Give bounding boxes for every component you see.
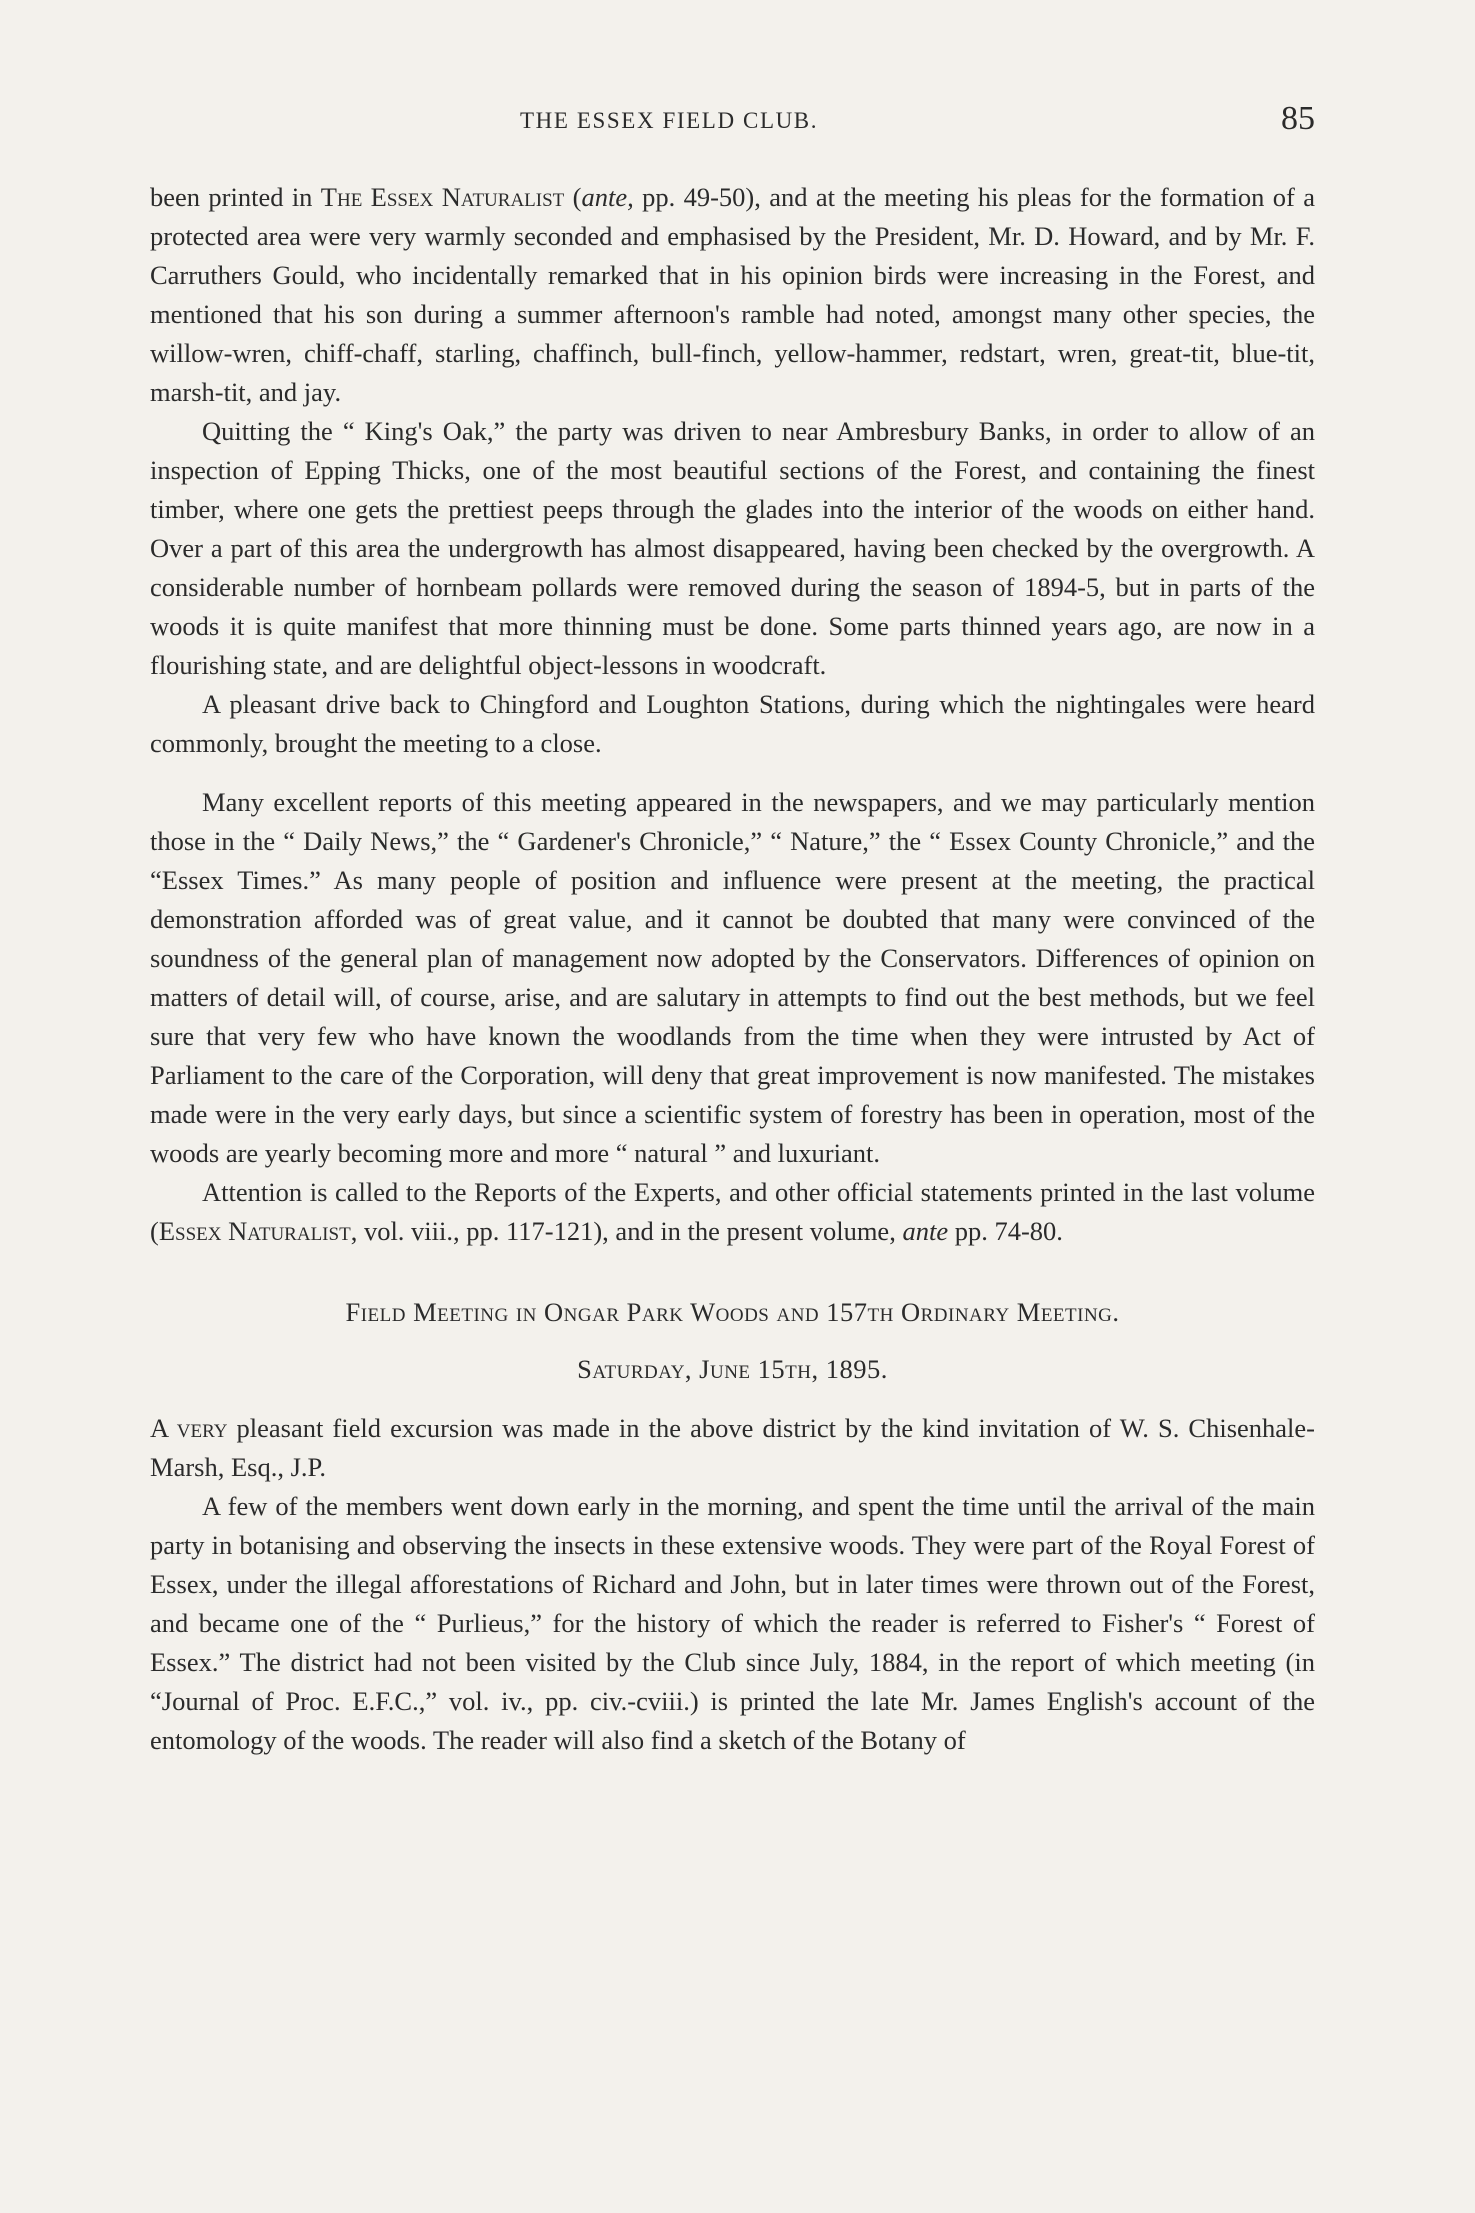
journal-name: Essex Naturalist bbox=[158, 1216, 351, 1246]
paragraph-1-text: pp. 49-50), and at the meeting his pleas for the formation of a protected area were very warmly seconded and emphasised by the President, Mr. D. Howard, and by Mr. F. Carruthers Gould, who incidentally remarked that in his opinion birds were increasing in the Forest, and mentioned that his son during a summer afternoon's ramble had noted, amongst many other species, the willow-wren, chiff-chaff, starling, chaffinch, bull-finch, yellow-hammer, redstart, wren, great-tit, blue-tit, marsh-tit, and jay. bbox=[150, 182, 1315, 407]
paragraph-4: Many excellent reports of this meeting appeared in the newspapers, and we may particularly mention those in the “ Daily News,” the “ Gardener's Chronicle,” “ Nature,” the “ Essex County Chronicle,” and the “Essex Times.” As many people of position and influence were present at the meeting, the practical demonstration afforded was of great value, and it cannot be doubted that many were convinced of the soundness of the general plan of management now adopted by the Conservators. Differences of opinion on matters of detail will, of course, arise, and are salutary in attempts to find out the best methods, but we feel sure that very few who have known the woodlands from the time when they were intrusted by Act of Parliament to the care of the Corporation, will deny that great improvement is now manifested. The mistakes made were in the very early days, but since a scientific system of forestry has been in operation, most of the woods are yearly becoming more and more “ natural ” and luxuriant. bbox=[150, 787, 1315, 1168]
ante-reference: ante, bbox=[581, 182, 634, 212]
paragraph-1-text: ( bbox=[564, 182, 582, 212]
body-text bbox=[150, 178, 1315, 1760]
paragraph-1-text: been printed in bbox=[150, 182, 321, 212]
journal-name: The Essex Naturalist bbox=[320, 182, 565, 212]
paragraph-5-text: , vol. viii., pp. 117-121), and in the present volume, bbox=[350, 1216, 903, 1246]
paragraph-6-lead: A very bbox=[150, 1413, 228, 1443]
paragraph-6 bbox=[150, 1409, 1315, 1487]
paragraph-3: A pleasant drive back to Chingford and Loughton Stations, during which the nightingales were heard commonly, brought the meeting to a close. bbox=[150, 689, 1315, 758]
paragraph-7: A few of the members went down early in the morning, and spent the time until the arrival of the main party in botanising and observing the insects in these extensive woods. They were part of the Royal Forest of Essex, under the illegal afforestations of Richard and John, but in later times were thrown out of the Forest, and became one of the “ Purlieus,” for the history of which the reader is referred to Fisher's “ Forest of Essex.” The district had not been visited by the Club since July, 1884, in the report of which meeting (in “Journal of Proc. E.F.C.,” vol. iv., pp. civ.-cviii.) is printed the late Mr. James English's account of the entomology of the woods. The reader will also find a sketch of the Botany of bbox=[150, 1491, 1315, 1755]
paragraph-1 bbox=[150, 178, 1315, 412]
running-head bbox=[150, 100, 1315, 150]
paragraph-2: Quitting the “ King's Oak,” the party was driven to near Ambresbury Banks, in order to allow of an inspection of Epping Thicks, one of the most beautiful sections of the Forest, and containing the finest timber, where one gets the prettiest peeps through the glades into the interior of the woods on either hand. Over a part of this area the undergrowth has almost disappeared, having been checked by the overgrowth. A considerable number of hornbeam pollards were removed during the season of 1894-5, but in parts of the woods it is quite manifest that more thinning must be done. Some parts thinned years ago, are now in a flourishing state, and are delightful object-lessons in woodcraft. bbox=[150, 416, 1315, 680]
section-date: Saturday, June 15th, 1895. bbox=[577, 1354, 888, 1384]
page-number: 85 bbox=[1281, 100, 1315, 137]
section-heading: Field Meeting in Ongar Park Woods and 157th Ordinary Meeting. bbox=[345, 1297, 1120, 1327]
paragraph-6-text: pleasant field excursion was made in the above district by the kind invitation of W. S. Chisenhale-Marsh, Esq., J.P. bbox=[150, 1413, 1315, 1482]
ante-reference: ante bbox=[902, 1216, 949, 1246]
paragraph-5 bbox=[150, 1173, 1315, 1251]
paragraph-5-text: Attention is called to the Reports of the Experts, and other official statements printed in the last volume ( bbox=[150, 1177, 1315, 1246]
paragraph-5-text: pp. 74-80. bbox=[948, 1216, 1063, 1246]
running-title: THE ESSEX FIELD CLUB. bbox=[520, 108, 819, 133]
